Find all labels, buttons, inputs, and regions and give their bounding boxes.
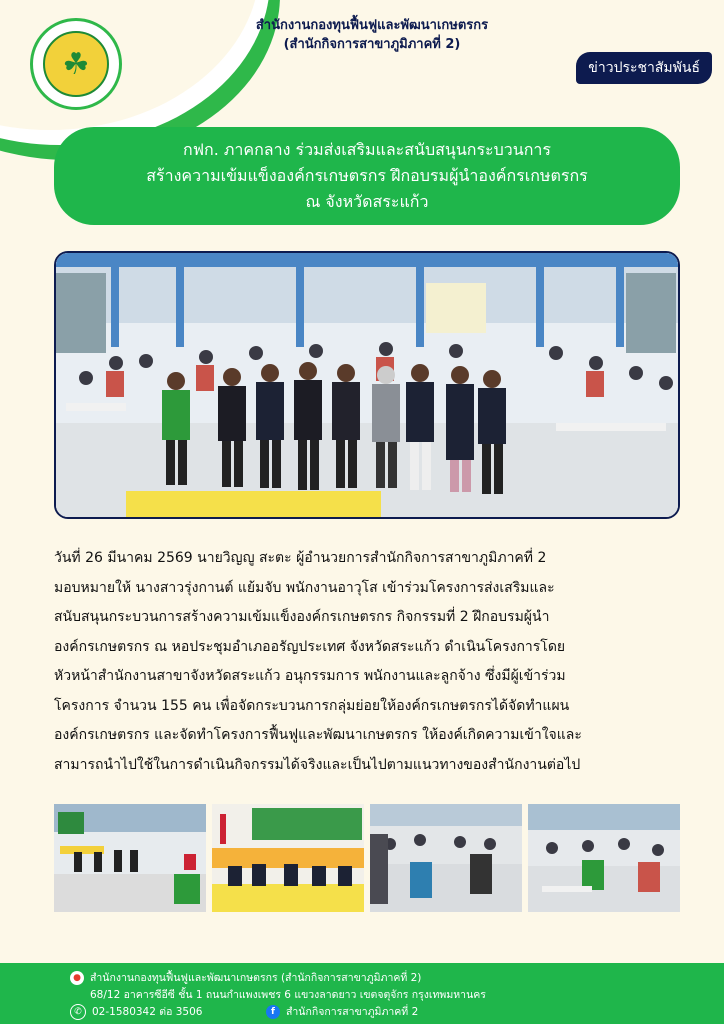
body-line: องค์กรเกษตรกร และจัดทำโครงการฟื้นฟูและพัฒนาเกษตรกร ให้องค์เกิดความเข้าใจและ bbox=[54, 727, 582, 743]
headline-line3: ณ จังหวัดสระแก้ว bbox=[305, 192, 429, 211]
headline-banner bbox=[54, 127, 680, 225]
org-name-line1: สำนักงานกองทุนฟื้นฟูและพัฒนาเกษตรกร bbox=[255, 18, 489, 33]
gallery-photo-3 bbox=[370, 804, 522, 912]
body-line: วันที่ 26 มีนาคม 2569 นายวิญญู สะตะ ผู้อำนวยการสำนักกิจการสาขาภูมิภาคที่ 2 bbox=[54, 550, 547, 566]
footer-address-line1 bbox=[70, 969, 421, 986]
gallery-photo-2 bbox=[212, 804, 364, 912]
headline-line2: สร้างความเข้มแข็งองค์กรเกษตรกร ฝึกอบรมผู้นำองค์กรเกษตรกร bbox=[146, 166, 588, 185]
footer-address-text: 68/12 อาคารซีอีซี ชั้น 1 ถนนกำแพงเพชร 6 แขวงลาดยาว เขตจตุจักร กรุงเทพมหานคร bbox=[90, 989, 486, 1001]
body-line: หัวหน้าสำนักงานสาขาจังหวัดสระแก้ว อนุกรรมการ พนักงานและลูกจ้าง ซึ่งมีผู้เข้าร่วม bbox=[54, 668, 566, 684]
body-line: สนับสนุนกระบวนการสร้างความเข้มแข็งองค์กรเกษตรกร กิจกรรมที่ 2 ฝึกอบรมผู้นำ bbox=[54, 609, 550, 625]
farmer-emblem-icon: ☘ bbox=[43, 31, 109, 97]
body-line: โครงการ จำนวน 155 คน เพื่อจัดกระบวนการกลุ่มย่อยให้องค์กรเกษตรกรได้จัดทำแผน bbox=[54, 697, 570, 714]
photo-gallery bbox=[54, 804, 680, 912]
org-name-line2: (สำนักกิจการสาขาภูมิภาคที่ 2) bbox=[283, 37, 461, 52]
phone-icon: ✆ bbox=[70, 1004, 86, 1020]
gallery-photo-1 bbox=[54, 804, 206, 912]
footer-phone-text: 02-1580342 ต่อ 3506 bbox=[92, 1006, 203, 1018]
footer-address-line2 bbox=[90, 986, 486, 1003]
news-tag: ข่าวประชาสัมพันธ์ bbox=[576, 52, 712, 84]
footer-facebook-text: สำนักกิจการสาขาภูมิภาคที่ 2 bbox=[286, 1006, 419, 1018]
article-body bbox=[54, 544, 680, 780]
body-line: องค์กรเกษตรกร ณ หอประชุมอำเภออรัญประเทศ จังหวัดสระแก้ว ดำเนินโครงการโดย bbox=[54, 638, 566, 655]
footer bbox=[0, 963, 724, 1024]
body-line: สามารถนำไปใช้ในการดำเนินกิจกรรมได้จริงและเป็นไปตามแนวทางของสำนักงานต่อไป bbox=[54, 756, 581, 773]
org-name bbox=[190, 16, 554, 54]
gallery-photo-4 bbox=[528, 804, 680, 912]
main-group-photo bbox=[54, 251, 680, 519]
footer-phone bbox=[70, 1003, 202, 1020]
body-line: มอบหมายให้ นางสาวรุ่งกานต์ แย้มจับ พนักงานอาวุโส เข้าร่วมโครงการส่งเสริมและ bbox=[54, 579, 555, 596]
footer-address-text: สำนักงานกองทุนฟื้นฟูและพัฒนาเกษตรกร (สำนักกิจการสาขาภูมิภาคที่ 2) bbox=[90, 972, 422, 984]
headline-line1: กฟก. ภาคกลาง ร่วมส่งเสริมและสนับสนุนกระบวนการ bbox=[183, 140, 551, 159]
footer-facebook[interactable] bbox=[266, 1003, 418, 1020]
location-pin-icon: ● bbox=[70, 971, 84, 985]
org-logo bbox=[30, 18, 122, 110]
facebook-icon: f bbox=[266, 1005, 280, 1019]
